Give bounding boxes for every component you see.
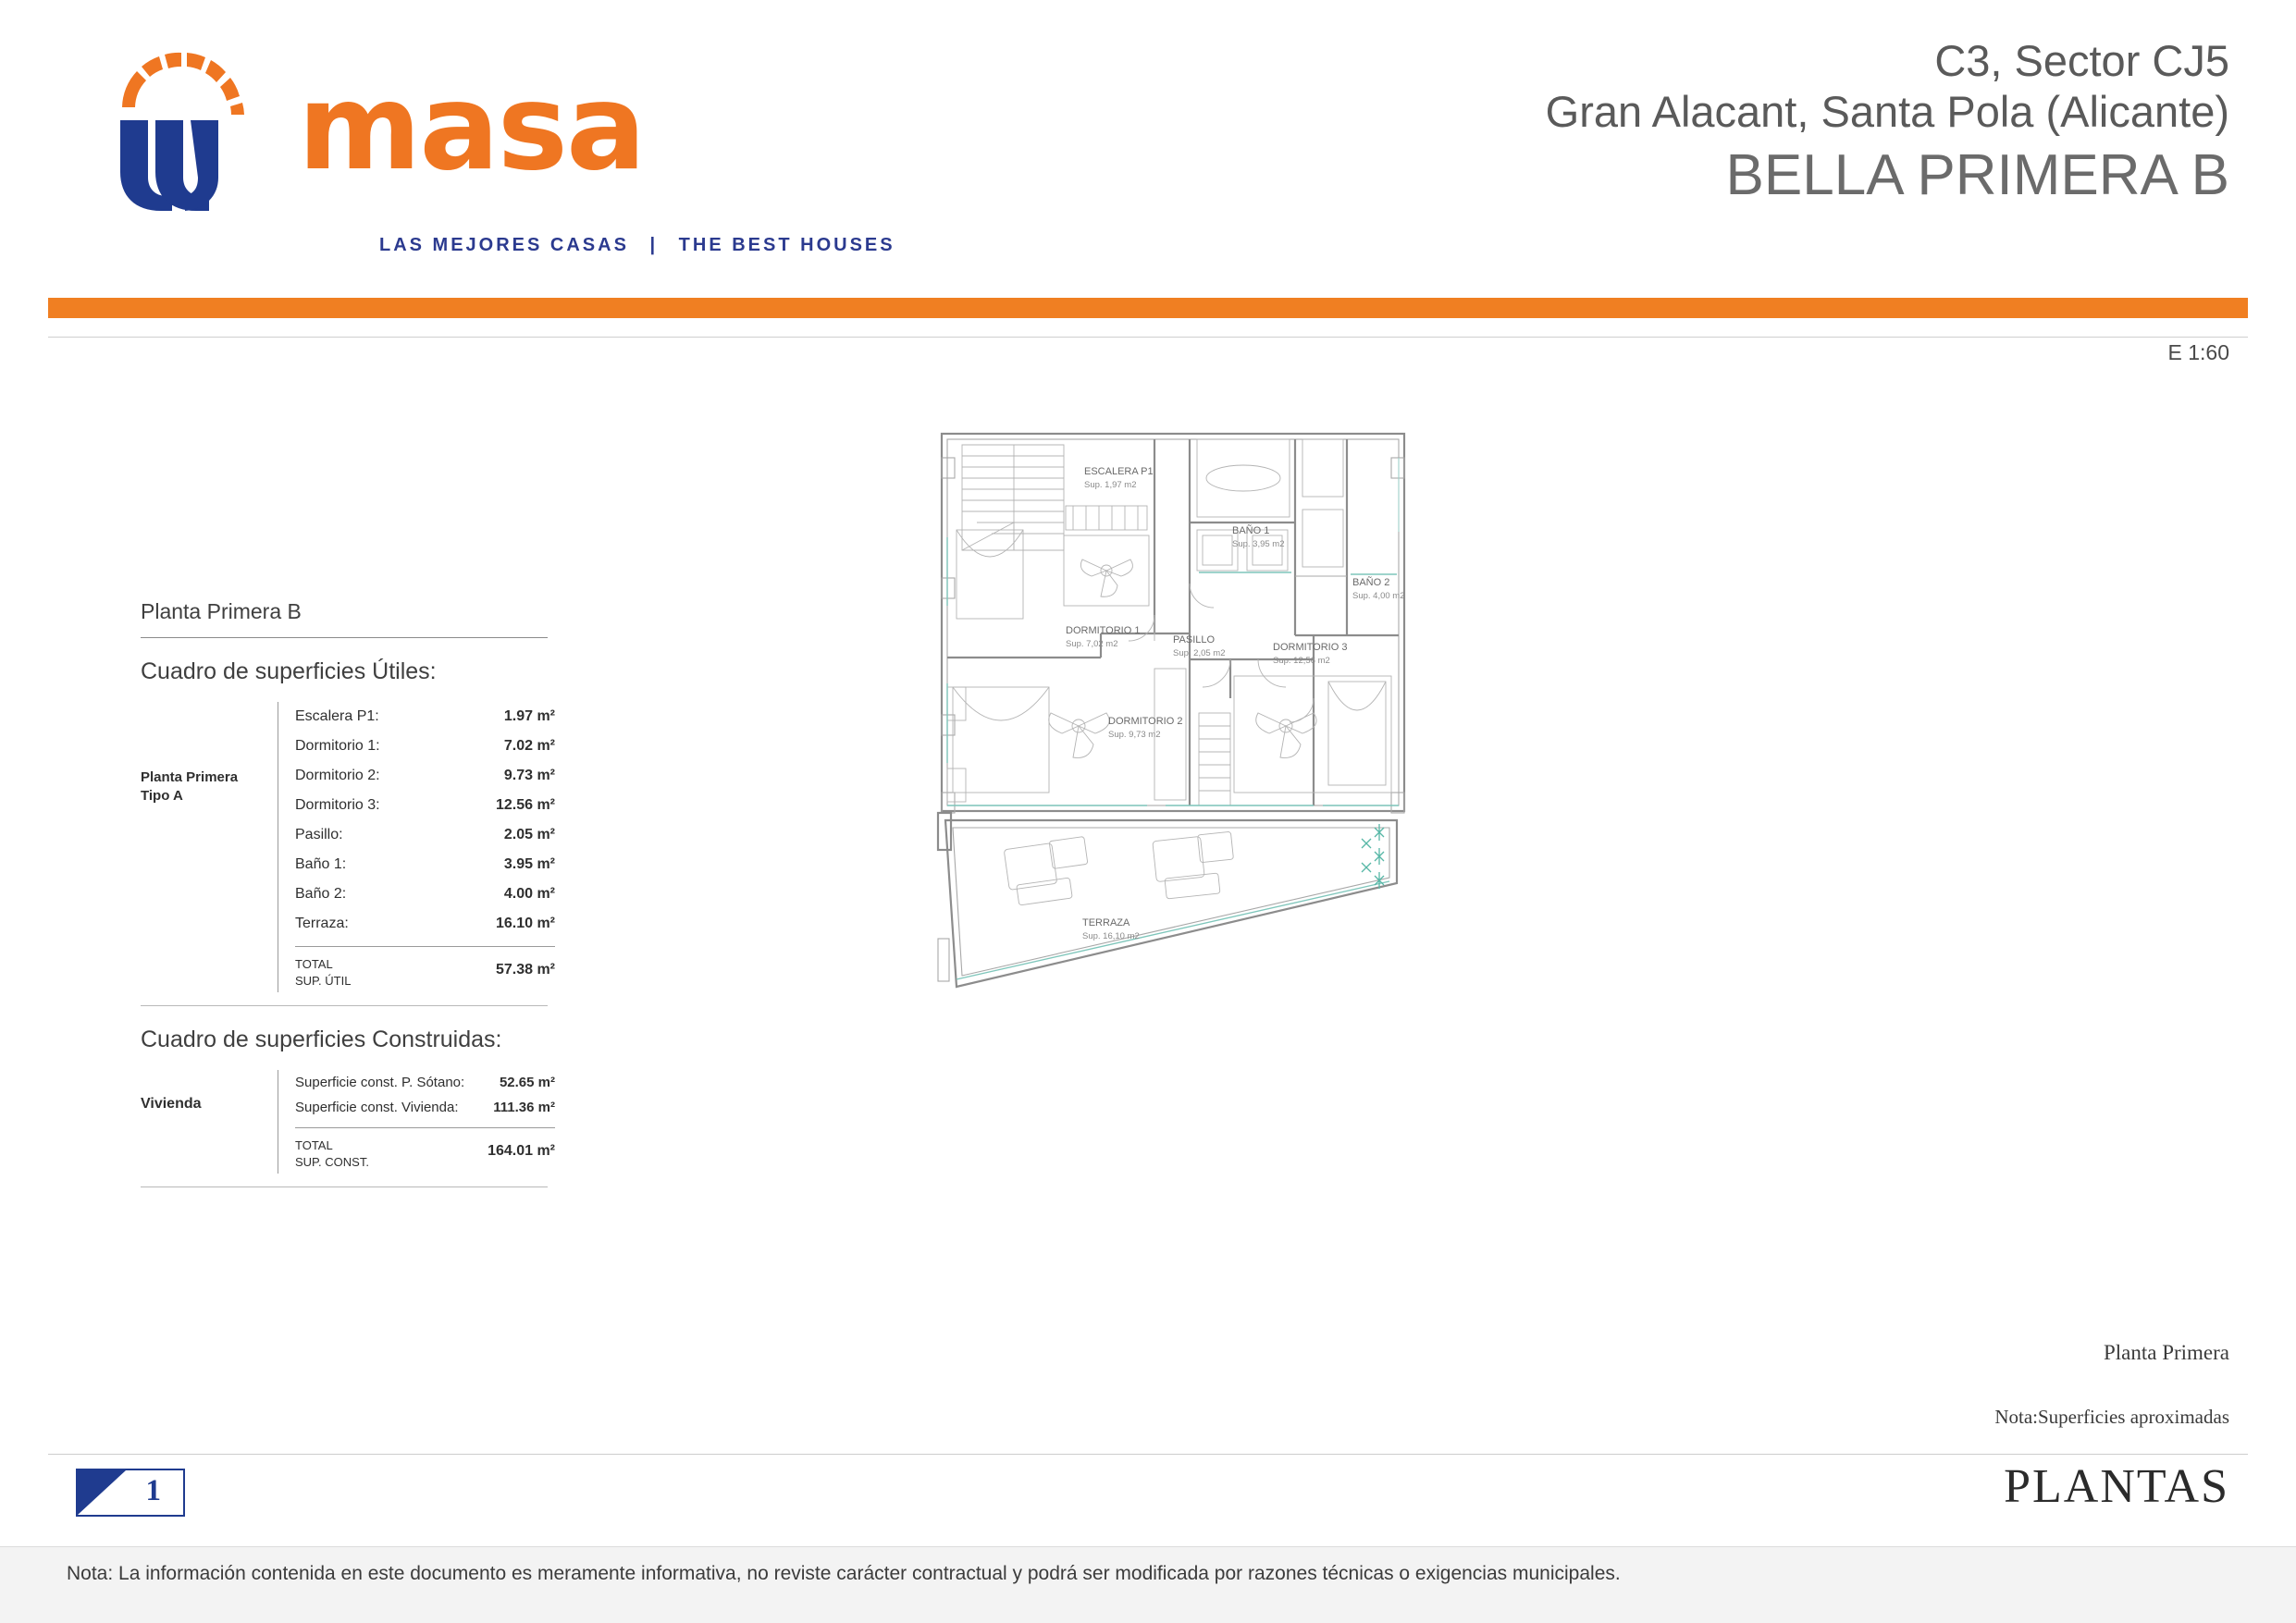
- terrace-furniture: [1004, 831, 1233, 905]
- svg-text:Sup. 12,56 m2: Sup. 12,56 m2: [1273, 656, 1330, 666]
- floor-plan-drawing: [925, 421, 1684, 1290]
- table-separator: [295, 1127, 555, 1128]
- tagline-left: LAS MEJORES CASAS: [379, 235, 629, 255]
- table-row: Superficie const. P. Sótano: 52.65 m²: [295, 1075, 555, 1091]
- built-surfaces-heading: Cuadro de superficies Construidas:: [141, 1027, 502, 1053]
- terrace-area: [938, 813, 1397, 987]
- table-row: Pasillo: 2.05 m²: [295, 827, 555, 842]
- header-location: Gran Alacant, Santa Pola (Alicante): [1545, 87, 2229, 137]
- panel-title-rule: [141, 637, 548, 638]
- table-separator: [295, 946, 555, 947]
- plan-caption: Planta Primera: [2103, 1341, 2229, 1364]
- brand-logo: [67, 33, 895, 255]
- svg-text:Sup. 3,95 m2: Sup. 3,95 m2: [1232, 539, 1285, 549]
- useful-table-group-label: Planta Primera Tipo A: [141, 769, 239, 805]
- header-project-name: BELLA PRIMERA B: [1725, 142, 2229, 207]
- svg-text:Sup. 9,73 m2: Sup. 9,73 m2: [1108, 730, 1161, 740]
- built-surfaces-table: [141, 1070, 557, 1174]
- svg-text:Sup. 7,02 m2: Sup. 7,02 m2: [1066, 639, 1118, 649]
- badge-triangle-icon: [78, 1470, 126, 1515]
- staircase: [962, 445, 1064, 550]
- svg-text:BAÑO 1: BAÑO 1: [1232, 525, 1270, 536]
- page-number-badge: [76, 1469, 185, 1517]
- svg-text:DORMITORIO 1: DORMITORIO 1: [1066, 625, 1141, 636]
- svg-text:Sup. 4,00 m2: Sup. 4,00 m2: [1352, 591, 1405, 601]
- brand-wordmark: masa: [298, 59, 645, 197]
- svg-text:ESCALERA P1: ESCALERA P1: [1084, 466, 1154, 477]
- scale-label: E 1:60: [2167, 340, 2229, 364]
- bedroom1-furniture: [957, 530, 1149, 619]
- svg-text:PASILLO: PASILLO: [1173, 634, 1216, 646]
- section-title: PLANTAS: [2004, 1460, 2229, 1513]
- plan-interior-walls: [947, 439, 1399, 805]
- surface-tables-panel: [141, 599, 557, 1208]
- header-sector: C3, Sector CJ5: [1934, 36, 2229, 85]
- svg-text:Sup. 1,97 m2: Sup. 1,97 m2: [1084, 480, 1137, 490]
- table-row: Dormitorio 1: 7.02 m²: [295, 738, 555, 754]
- table-row: Superficie const. Vivienda: 111.36 m²: [295, 1100, 555, 1116]
- surfaces-note: Nota:Superficies aproximadas: [1994, 1406, 2229, 1428]
- header-rule: [48, 337, 2248, 338]
- svg-text:DORMITORIO 3: DORMITORIO 3: [1273, 642, 1348, 653]
- brand-tagline: [379, 235, 895, 256]
- stair-railing: [1066, 506, 1147, 530]
- built-total-row: TOTAL SUP. CONST. 164.01 m²: [295, 1138, 555, 1169]
- useful-surfaces-table: [141, 702, 557, 992]
- header-titles: [1119, 35, 2229, 210]
- table-row: Escalera P1: 1.97 m²: [295, 708, 555, 724]
- plan-room-labels: [1066, 466, 1405, 941]
- legal-disclaimer: Nota: La información contenida en este documento es meramente informativa, no reviste carácter contractual y podrá ser modificada por razones técnicas o exigencias municipales.: [67, 1563, 1621, 1584]
- bathroom-fixtures: [1197, 439, 1343, 571]
- footer-rule: [48, 1454, 2248, 1455]
- table-row: Dormitorio 3: 12.56 m²: [295, 797, 555, 813]
- plan-outer-walls: [942, 434, 1404, 813]
- svg-text:Sup. 2,05 m2: Sup. 2,05 m2: [1173, 648, 1226, 658]
- tagline-separator: |: [649, 235, 659, 255]
- table-row: Dormitorio 2: 9.73 m²: [295, 768, 555, 783]
- built-table-group-label: Vivienda: [141, 1096, 202, 1113]
- bedroom3-furniture: [1199, 676, 1391, 805]
- useful-total-row: TOTAL SUP. ÚTIL 57.38 m²: [295, 957, 555, 988]
- svg-text:TERRAZA: TERRAZA: [1082, 917, 1130, 928]
- useful-table-bottom-rule: [141, 1005, 548, 1006]
- table-row: Terraza: 16.10 m²: [295, 916, 555, 931]
- table-row: Baño 1: 3.95 m²: [295, 856, 555, 872]
- svg-text:Sup. 16,10 m2: Sup. 16,10 m2: [1082, 931, 1140, 941]
- page-number: 1: [145, 1474, 161, 1507]
- tagline-right: THE BEST HOUSES: [678, 235, 895, 255]
- useful-surfaces-heading: Cuadro de superficies Útiles:: [141, 658, 437, 684]
- panel-title: Planta Primera B: [141, 599, 302, 623]
- terrace-plants: [1362, 824, 1384, 889]
- orange-divider-bar: [48, 298, 2248, 318]
- svg-text:BAÑO 2: BAÑO 2: [1352, 577, 1390, 588]
- masa-logo-icon: [67, 41, 279, 216]
- svg-text:DORMITORIO 2: DORMITORIO 2: [1108, 716, 1183, 727]
- table-row: Baño 2: 4.00 m²: [295, 886, 555, 902]
